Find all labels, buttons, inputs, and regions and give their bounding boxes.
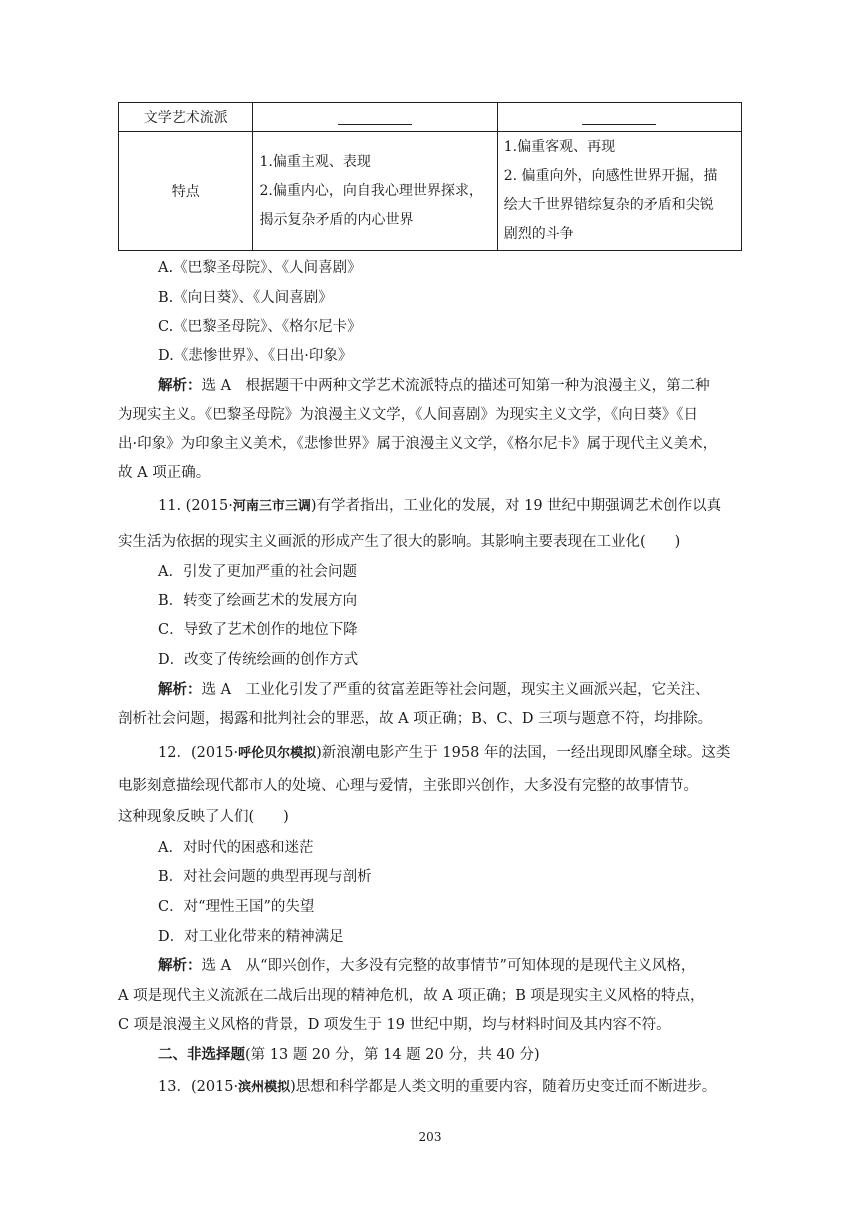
table-cell-label: 文学艺术流派	[119, 103, 253, 132]
feature-line: 绘大千世界错综复杂的矛盾和尖锐	[503, 197, 714, 213]
table-cell-features-2	[497, 132, 741, 251]
table-row	[119, 132, 742, 251]
option-b: B.《向日葵》、《人间喜剧》	[158, 290, 333, 306]
question-12-stem: 12．(2015·呼伦贝尔模拟)新浪潮电影产生于 1958 年的法国，一经出现即风靡全球。这类	[158, 745, 731, 761]
analysis-line: 出·印象》为印象主义美术，《悲惨世界》属于浪漫主义文学，《格尔尼卡》属于现代主义美术，	[118, 436, 718, 452]
table-row	[119, 103, 742, 132]
page-number: 203	[418, 1130, 442, 1144]
comparison-table	[118, 102, 742, 251]
option-d: D．改变了传统绘画的创作方式	[158, 652, 359, 668]
table-cell-features-1	[253, 132, 497, 251]
analysis-line: 解析：选 A 工业化引发了严重的贫富差距等社会问题，现实主义画派兴起，它关注、	[158, 681, 710, 698]
answer-blank-1	[338, 110, 412, 125]
option-d: D．对工业化带来的精神满足	[158, 929, 344, 945]
table-cell-label: 特点	[119, 132, 253, 251]
analysis-line: 剖析社会问题，揭露和批判社会的罪恶，故 A 项正确；B、C、D 三项与题意不符，均排除。	[118, 711, 713, 727]
option-a: A．对时代的困惑和迷茫	[158, 840, 314, 856]
feature-line: 2.偏重内心，向自我心理世界探求，	[259, 182, 483, 199]
question-source: 滨州模拟	[238, 1080, 291, 1095]
analysis-line: 为现实主义。《巴黎圣母院》为浪漫主义文学，《人间喜剧》为现实主义文学，《向日葵》《日	[118, 407, 698, 423]
question-13-stem: 13．(2015·滨州模拟)思想和科学都是人类文明的重要内容，随着历史变迁而不断进步。	[158, 1079, 717, 1095]
feature-line: 1.偏重客观、再现	[503, 139, 616, 155]
section-heading	[158, 1043, 540, 1064]
question-source: 呼伦贝尔模拟	[238, 746, 317, 761]
option-a: A．引发了更加严重的社会问题	[158, 564, 357, 580]
analysis-line: 解析：选 A 从“即兴创作，大多没有完整的故事情节”可知体现的是现代主义风格，	[158, 957, 696, 974]
question-11-stem-cont: 实生活为依据的现实主义画派的形成产生了很大的影响。其影响主要表现在工业化( )	[118, 534, 681, 550]
section-title: 二、非选择题	[158, 1046, 245, 1063]
feature-line: 剧烈的斗争	[503, 226, 574, 242]
question-12-stem-cont: 这种现象反映了人们( )	[118, 809, 289, 825]
option-d: D.《悲惨世界》、《日出·印象》	[158, 348, 353, 364]
option-b: B．对社会问题的典型再现与剖析	[158, 869, 372, 885]
feature-line: 揭示复杂矛盾的内心世界	[259, 211, 414, 228]
question-source: 河南三市三调	[232, 499, 311, 514]
option-b: B．转变了绘画艺术的发展方向	[158, 593, 358, 609]
answer-blank-2	[582, 110, 656, 125]
option-a: A.《巴黎圣母院》、《人间喜剧》	[158, 260, 362, 276]
option-c: C.《巴黎圣母院》、《格尔尼卡》	[158, 319, 362, 335]
analysis-label: 解析：	[158, 377, 202, 394]
analysis-label: 解析：	[158, 681, 202, 698]
section-detail: (第 13 题 20 分，第 14 题 20 分，共 40 分)	[245, 1047, 540, 1063]
analysis-line: 故 A 项正确。	[118, 465, 211, 481]
feature-line: 1.偏重主观、表现	[259, 153, 371, 170]
analysis-label: 解析：	[158, 957, 202, 974]
question-11-stem: 11. (2015·河南三市三调)有学者指出，工业化的发展，对 19 世纪中期强调艺术创作以真	[158, 498, 722, 514]
table-cell-blank	[497, 103, 741, 132]
feature-line: 2. 偏重向外，向感性世界开掘，描	[503, 168, 718, 184]
option-c: C．对“理性王国”的失望	[158, 899, 315, 915]
analysis-line: C 项是浪漫主义风格的背景，D 项发生于 19 世纪中期，均与材料时间及其内容不符。	[118, 1017, 671, 1033]
question-12-stem-cont: 电影刻意描绘现代都市人的处境、心理与爱情，主张即兴创作，大多没有完整的故事情节。	[118, 778, 698, 794]
analysis-line: A 项是现代主义流派在二战后出现的精神危机，故 A 项正确；B 项是现实主义风格的特点，	[118, 988, 705, 1004]
option-c: C．导致了艺术创作的地位下降	[158, 622, 358, 638]
analysis-line: 解析：选 A 根据题干中两种文学艺术流派特点的描述可知第一种为浪漫主义，第二种	[158, 377, 710, 394]
table-cell-blank	[253, 103, 497, 132]
